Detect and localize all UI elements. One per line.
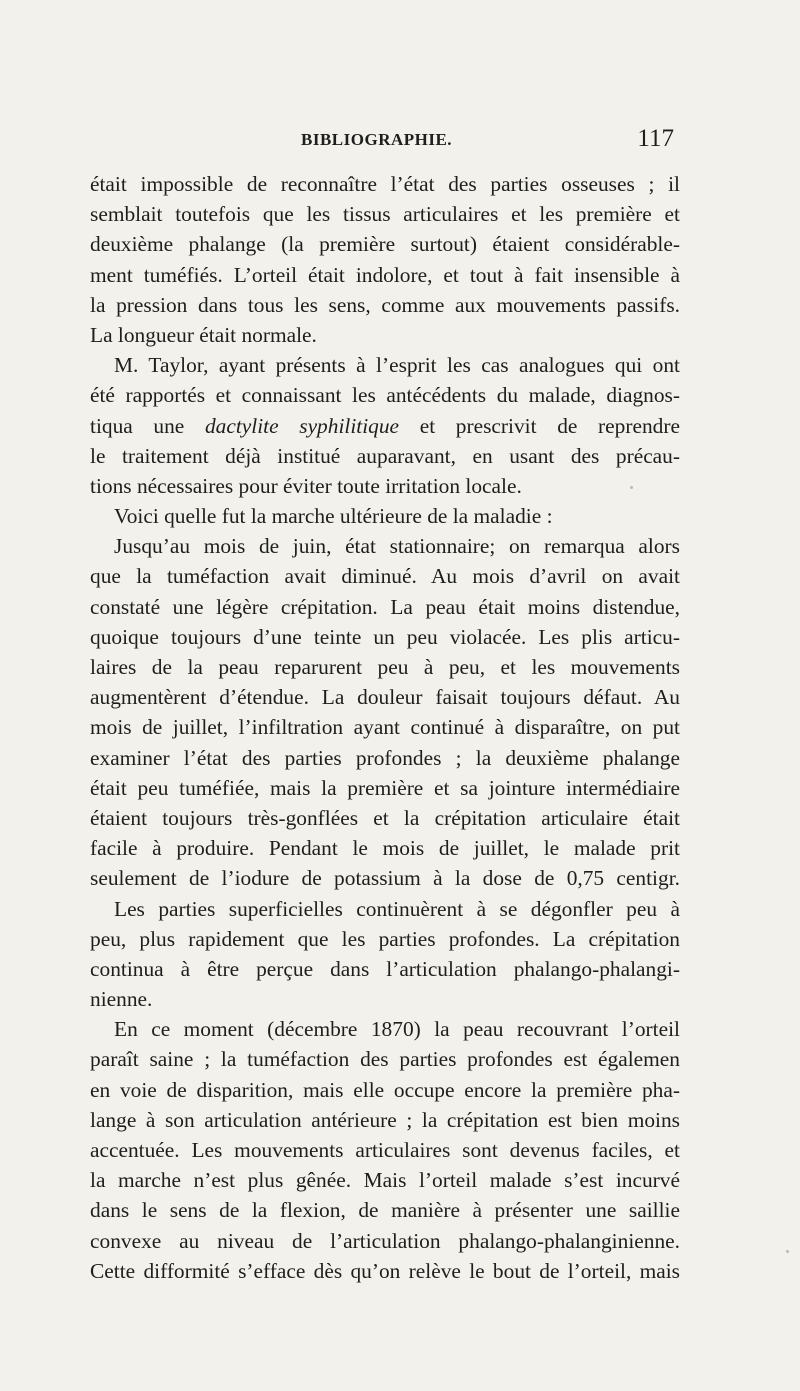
text-line: la pression dans tous les sens, comme aux mouvements passifs. bbox=[90, 292, 680, 317]
text-line: augmentèrent d’étendue. La douleur faisait toujours défaut. Au bbox=[90, 685, 680, 710]
page-number: 117 bbox=[637, 125, 674, 152]
text-line: accentuée. Les mouvements articulaires sont devenus faciles, et bbox=[90, 1138, 680, 1162]
text-line: semblait toutefois que les tissus articulaires et les première et bbox=[90, 202, 680, 227]
text-line: était impossible de reconnaître l’état des parties osseuses ; il bbox=[90, 172, 680, 196]
text-line: était peu tuméfiée, mais la première et sa jointure intermédiaire bbox=[90, 775, 680, 800]
text-line: nienne. bbox=[90, 987, 153, 1012]
paper-speck bbox=[630, 486, 633, 489]
paper-speck bbox=[786, 1250, 789, 1253]
text-line: que la tuméfaction avait diminué. Au mois d’avril on avait bbox=[90, 564, 680, 589]
text-line: étaient toujours très-gonflées et la crépitation articulaire était bbox=[90, 805, 680, 830]
text-line: laires de la peau reparurent peu à peu, et les mouvements bbox=[90, 655, 680, 679]
text-line: mois de juillet, l’infiltration ayant continué à disparaître, on put bbox=[90, 715, 680, 740]
text-line: le traitement déjà institué auparavant, en usant des précau- bbox=[90, 443, 680, 468]
running-head bbox=[90, 127, 680, 157]
text-line: en voie de disparition, mais elle occupe encore la première pha- bbox=[90, 1077, 680, 1102]
text-line: constaté une légère crépitation. La peau était moins distendue, bbox=[90, 594, 680, 619]
text-line: Cette difformité s’efface dès qu’on relève le bout de l’orteil, mais bbox=[90, 1258, 680, 1283]
text-line: lange à son articulation antérieure ; la crépitation est bien moins bbox=[90, 1107, 680, 1132]
text-segment: et prescrivit de reprendre bbox=[399, 413, 680, 438]
text-line: dans le sens de la flexion, de manière à présenter une saillie bbox=[90, 1198, 680, 1223]
text-line: facile à produire. Pendant le mois de juillet, le malade prit bbox=[90, 836, 680, 861]
text-line: seulement de l’iodure de potassium à la dose de 0,75 centigr. bbox=[90, 866, 680, 891]
text-line: examiner l’état des parties profondes ; la deuxième phalange bbox=[90, 745, 680, 770]
text-line: convexe au niveau de l’articulation phalango-phalanginienne. bbox=[90, 1228, 680, 1253]
running-title: BIBLIOGRAPHIE. bbox=[301, 130, 453, 149]
text-line: Voici quelle fut la marche ultérieure de la maladie : bbox=[114, 504, 553, 529]
body-text bbox=[90, 169, 680, 1286]
text-line: deuxième phalange (la première surtout) étaient considérable- bbox=[90, 232, 680, 257]
text-line: continua à être perçue dans l’articulation phalango-phalangi- bbox=[90, 956, 680, 981]
text-line: été rapportés et connaissant les antécédents du malade, diagnos- bbox=[90, 383, 680, 408]
text-line: En ce moment (décembre 1870) la peau recouvrant l’orteil bbox=[114, 1017, 680, 1042]
text-line: M. Taylor, ayant présents à l’esprit les cas analogues qui ont bbox=[114, 353, 680, 378]
text-line: tions nécessaires pour éviter toute irritation locale. bbox=[90, 473, 522, 498]
text-line: la marche n’est plus gênée. Mais l’orteil malade s’est incurvé bbox=[90, 1168, 680, 1193]
text-line: Les parties superficielles continuèrent à se dégonfler peu à bbox=[114, 896, 680, 921]
text-line: Jusqu’au mois de juin, état stationnaire; on remarqua alors bbox=[114, 534, 680, 559]
text-line: ment tuméfiés. L’orteil était indolore, et tout à fait insensible à bbox=[90, 262, 680, 287]
text-line: quoique toujours d’une teinte un peu violacée. Les plis articu- bbox=[90, 624, 680, 649]
text-line: peu, plus rapidement que les parties profondes. La crépitation bbox=[90, 926, 680, 951]
text-segment: tiqua une bbox=[90, 413, 205, 438]
text-line: paraît saine ; la tuméfaction des parties profondes est égalemen bbox=[90, 1047, 680, 1072]
text-line: La longueur était normale. bbox=[90, 322, 317, 347]
text-line bbox=[90, 411, 680, 441]
italic-term: dactylite syphilitique bbox=[204, 413, 400, 438]
